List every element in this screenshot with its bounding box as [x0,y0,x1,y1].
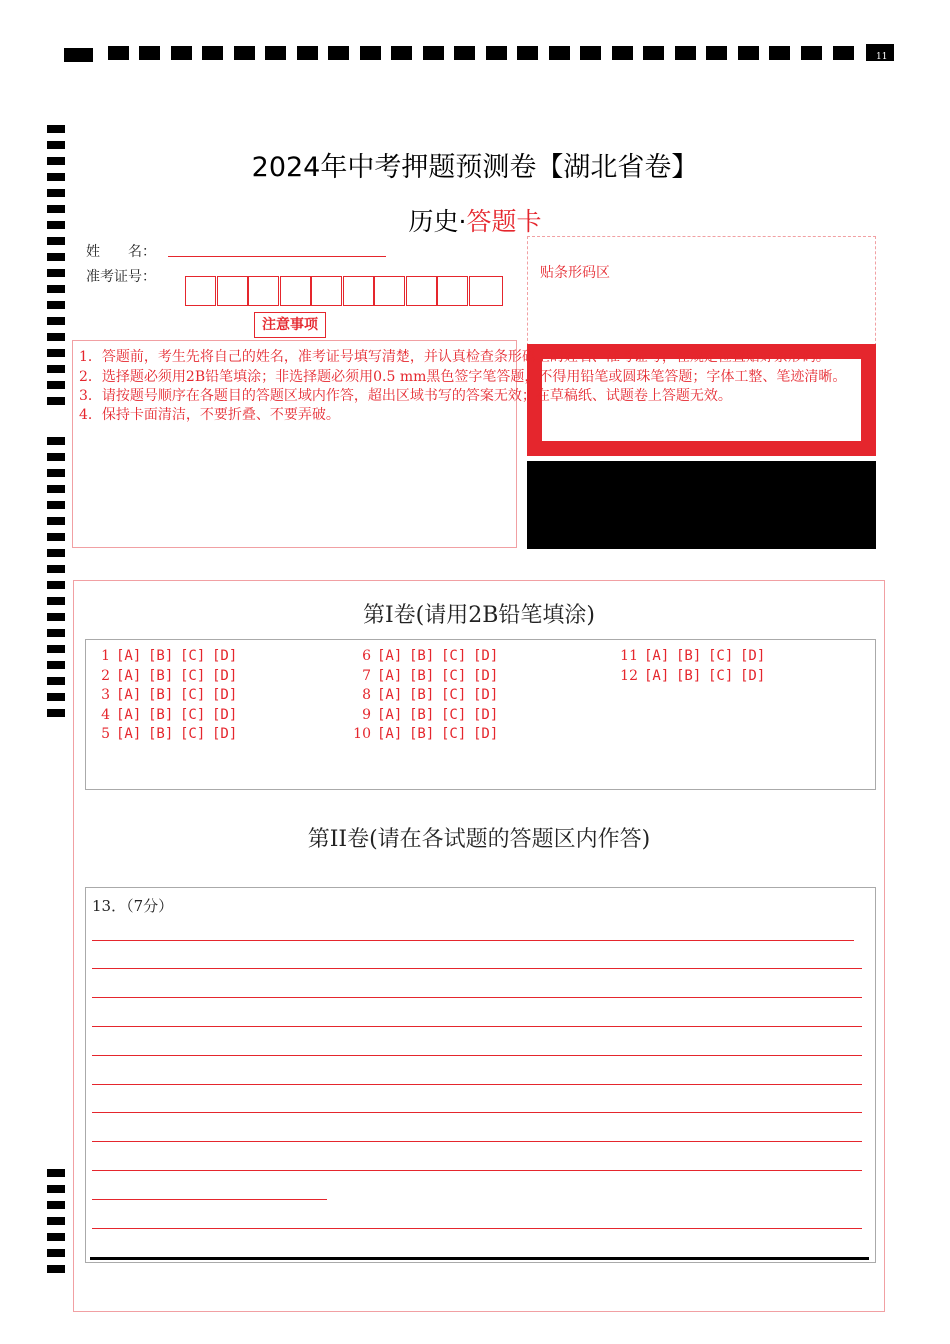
title-separator: · [458,207,467,236]
timing-mark [486,46,507,60]
answer-line [92,1084,862,1085]
timing-mark [423,46,444,60]
choice-option-bubble[interactable]: [A] [377,648,403,664]
timing-mark [139,46,160,60]
choice-question-number: 12 [620,667,638,684]
choice-option-bubble[interactable]: [D] [212,667,238,684]
timing-mark [265,46,286,60]
timing-mark [47,317,65,325]
timing-mark [47,125,65,133]
timing-mark [47,1265,65,1273]
choice-option-bubble[interactable]: [D] [473,667,499,684]
timing-mark [612,46,633,60]
page-subtitle [0,202,950,238]
choice-option-bubble[interactable]: [B] [148,648,174,664]
answer-line [92,1026,862,1027]
choice-option-bubble[interactable]: [A] [116,648,142,664]
timing-mark [580,46,601,60]
choice-option-bubble[interactable]: [B] [148,726,174,742]
choice-question-number: 6 [362,648,371,664]
choice-option-bubble[interactable]: [C] [180,726,206,742]
timing-mark [47,1233,65,1241]
question-13-label: 13．（7分） [92,897,174,915]
choice-question-row [90,668,244,684]
answer-line [92,1055,862,1056]
timing-mark [360,46,381,60]
answer-line [92,1228,862,1229]
timing-mark [549,46,570,60]
timing-mark [47,1249,65,1257]
timing-mark [47,1217,65,1225]
timing-mark [47,333,65,341]
choice-option-bubble[interactable]: [A] [116,726,142,742]
choice-option-bubble[interactable]: [C] [708,667,734,684]
timing-mark [47,453,65,461]
choice-option-bubble[interactable]: [A] [116,706,142,723]
id-digit-box[interactable] [217,276,248,306]
choice-option-bubble[interactable]: [C] [180,648,206,664]
choice-question-number: 2 [101,667,110,684]
page-number: 11 [876,52,888,62]
timing-mark [202,46,223,60]
choice-option-bubble[interactable]: [A] [377,687,403,703]
choice-option-bubble[interactable]: [A] [644,648,670,664]
timing-mark [643,46,664,60]
choice-option-bubble[interactable]: [B] [676,648,702,664]
timing-mark [47,645,65,653]
timing-mark [47,533,65,541]
barcode-area [527,236,876,346]
timing-mark [47,677,65,685]
choice-question-number: 4 [101,706,110,723]
choice-question-row [618,668,772,684]
choice-option-bubble[interactable]: [C] [441,667,467,684]
timing-mark [47,365,65,373]
choice-option-bubble[interactable]: [C] [441,687,467,703]
answer-line [92,968,862,969]
id-digit-box[interactable] [280,276,311,306]
timing-mark [47,469,65,477]
choice-option-bubble[interactable]: [A] [377,726,403,742]
timing-mark [64,48,93,62]
id-digit-box[interactable] [343,276,374,306]
answer-line [92,1112,862,1113]
name-label: 姓 名： [86,244,156,260]
timing-mark [47,629,65,637]
choice-option-bubble[interactable]: [B] [409,667,435,684]
timing-mark [47,237,65,245]
timing-mark [47,1201,65,1209]
choice-question-row [90,707,244,723]
timing-mark [391,46,412,60]
choice-option-bubble[interactable]: [B] [409,687,435,703]
timing-mark [454,46,475,60]
choice-option-bubble[interactable]: [B] [148,667,174,684]
choice-option-bubble[interactable]: [C] [180,687,206,703]
id-digit-box[interactable] [469,276,503,306]
choice-question-number: 1 [101,648,110,664]
id-digit-box[interactable] [248,276,279,306]
notice-item: 3．请按题号顺序在各题目的答题区域内作答，超出区域书写的答案无效；在草稿纸、试题卷上答题无效。 [79,388,732,404]
timing-mark [328,46,349,60]
choice-question-row [351,668,505,684]
choice-option-bubble[interactable]: [D] [473,706,499,723]
timing-mark [47,485,65,493]
timing-mark [47,1169,65,1177]
timing-mark [171,46,192,60]
timing-mark [47,189,65,197]
choice-option-bubble[interactable]: [B] [148,687,174,703]
answer-line [92,940,854,941]
choice-option-bubble[interactable]: [D] [740,667,766,684]
choice-option-bubble[interactable]: [A] [116,667,142,684]
choice-question-number: 11 [620,648,638,664]
section1-title: 第I卷(请用2B铅笔填涂) [362,603,596,628]
timing-mark [738,46,759,60]
timing-mark [234,46,255,60]
choice-option-bubble[interactable]: [B] [676,667,702,684]
choice-option-bubble[interactable]: [C] [180,667,206,684]
timing-mark [47,693,65,701]
timing-mark [297,46,318,60]
choice-option-bubble[interactable]: [A] [377,667,403,684]
choice-option-bubble[interactable]: [D] [212,648,238,664]
choice-option-bubble[interactable]: [C] [708,648,734,664]
section2-title: 第II卷(请在各试题的答题区内作答) [307,827,651,852]
choice-option-bubble[interactable]: [C] [180,706,206,723]
choice-question-number: 7 [362,667,371,684]
id-digit-box[interactable] [437,276,468,306]
choice-question-number: 10 [353,726,371,742]
redacted-block [527,461,876,549]
choice-option-bubble[interactable]: [D] [473,687,499,703]
timing-mark [47,709,65,717]
choice-option-bubble[interactable]: [A] [644,667,670,684]
choice-option-bubble[interactable]: [D] [212,706,238,723]
choice-question-row [618,648,772,664]
choice-option-bubble[interactable]: [C] [441,648,467,664]
timing-mark [47,437,65,445]
answer-line [92,997,862,998]
choice-option-bubble[interactable]: [A] [116,687,142,703]
timing-mark [108,46,129,60]
timing-mark [47,549,65,557]
choice-option-bubble[interactable]: [B] [409,726,435,742]
choice-option-bubble[interactable]: [D] [473,726,499,742]
timing-mark [47,269,65,277]
choice-question-number: 9 [362,706,371,723]
timing-mark [833,46,854,60]
timing-mark [769,46,790,60]
subject-label: 历史 [408,207,459,236]
timing-mark [47,381,65,389]
choice-option-bubble[interactable]: [D] [212,726,238,742]
timing-mark [47,397,65,405]
choice-option-bubble[interactable]: [C] [441,706,467,723]
notice-item: 2．选择题必须用2B铅笔填涂；非选择题必须用0.5 mm黑色签字笔答题，不得用铅笔或圆珠笔答题；字体工整、笔迹清晰。 [79,369,847,385]
notice-heading: 注意事项 [254,312,326,338]
choice-question-row [351,726,505,742]
choice-question-row [90,726,244,742]
choice-question-number: 5 [101,726,110,742]
timing-mark [47,285,65,293]
choice-question-row [351,707,505,723]
notice-item: 1．答题前，考生先将自己的姓名，准考证号填写清楚，并认真检查条形码上的姓名、准考证号，在规定位置贴好条形码。 [79,349,830,365]
timing-mark [47,253,65,261]
choice-question-number: 8 [362,687,371,703]
choice-question-number: 3 [101,687,110,703]
timing-mark [47,1185,65,1193]
timing-mark [47,565,65,573]
timing-mark [47,581,65,589]
choice-option-bubble[interactable]: [B] [148,706,174,723]
choice-question-row [90,648,244,664]
timing-mark [706,46,727,60]
choice-question-row [90,687,244,703]
choice-option-bubble[interactable]: [D] [212,687,238,703]
choice-option-bubble[interactable]: [D] [473,648,499,664]
name-field[interactable] [168,256,386,257]
timing-mark [47,597,65,605]
timing-mark [47,349,65,357]
barcode-label: 贴条形码区 [540,265,610,281]
question-13-box [85,887,876,1263]
id-digit-box[interactable] [185,276,216,306]
timing-mark [47,661,65,669]
choice-option-bubble[interactable]: [D] [740,648,766,664]
timing-mark [47,517,65,525]
card-label: 答题卡 [466,207,542,236]
answer-line [92,1141,862,1142]
choice-option-bubble[interactable]: [C] [441,726,467,742]
choice-option-bubble[interactable]: [B] [409,706,435,723]
choice-option-bubble[interactable]: [B] [409,648,435,664]
id-digit-box[interactable] [311,276,342,306]
choice-option-bubble[interactable]: [A] [377,706,403,723]
id-digit-box[interactable] [374,276,405,306]
timing-mark [47,613,65,621]
timing-mark [801,46,822,60]
timing-mark [675,46,696,60]
id-label: 准考证号： [86,269,156,285]
bottom-rule [90,1257,869,1260]
timing-mark [517,46,538,60]
answer-line [92,1199,327,1200]
id-digit-box[interactable] [406,276,437,306]
page-title: 2024年中考押题预测卷【湖北省卷】 [251,152,699,183]
timing-mark [47,501,65,509]
answer-line [92,1170,862,1171]
notice-item: 4．保持卡面清洁，不要折叠、不要弄破。 [79,407,340,423]
timing-mark [47,301,65,309]
choice-question-row [351,648,505,664]
choice-question-row [351,687,505,703]
